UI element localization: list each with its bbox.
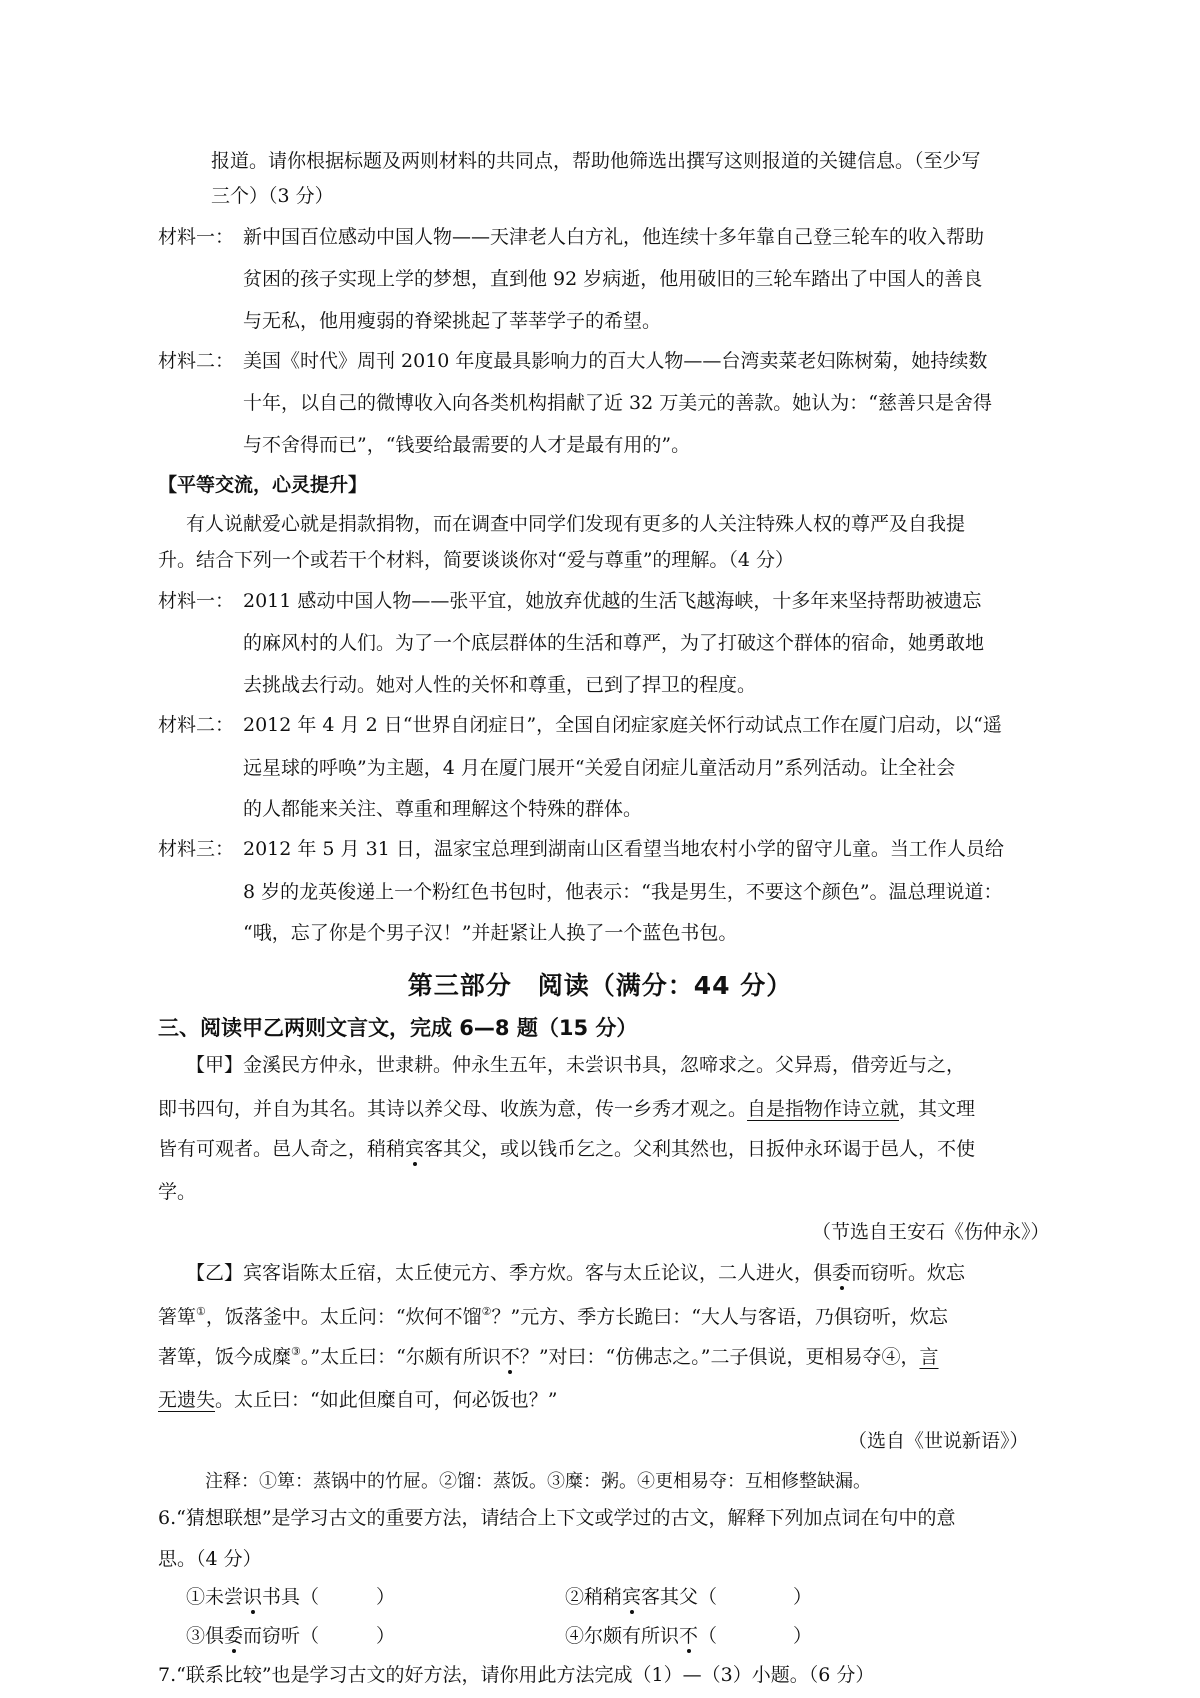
- intro-line-1: 报道。请你根据标题及两则材料的共同点，帮助他筛选出撰写这则报道的关键信息。（至少写: [211, 149, 981, 172]
- material-line: 2012 年 5 月 31 日，温家宝总理到湖南山区看望当地农村小学的留守儿童。当工作人员给: [243, 838, 1004, 861]
- footnote-mark: ①: [196, 1304, 206, 1318]
- section-heading: 三、阅读甲乙两则文言文，完成 6—8 题（15 分）: [158, 1015, 638, 1040]
- material-label: 材料一：: [158, 589, 235, 612]
- dotted-character: 委: [832, 1262, 852, 1285]
- material-label: 材料三：: [158, 838, 235, 861]
- material-label: 材料一：: [158, 225, 235, 248]
- annotation: 注释：①箄：蒸锅中的竹屉。②馏：蒸饭。③糜：粥。④更相易夺：互相修整缺漏。: [205, 1471, 871, 1493]
- intro-line-2: 三个）（3 分）: [211, 185, 334, 208]
- question-6-item: ①未尝识书具（ ）: [186, 1586, 396, 1608]
- dotted-character: 宾: [622, 1586, 642, 1608]
- question-7: 7.“联系比较”也是学习古文的好方法，请你用此方法完成（1）—（3）小题。（6 分）: [158, 1664, 875, 1686]
- text-yi-line-3: 著箄，饭今成糜③。”太丘曰：“尔颇有所识不？”对曰：“仿佛志之。”二子俱说，更相易夺④，言: [158, 1345, 939, 1369]
- underlined-phrase: 言: [919, 1346, 939, 1369]
- material-line: 新中国百位感动中国人物——天津老人白方礼，他连续十多年靠自己登三轮车的收入帮助: [243, 225, 985, 248]
- material-line: 8 岁的龙英俊递上一个粉红色书包时，他表示：“我是男生，不要这个颜色”。温总理说道：: [243, 880, 1003, 903]
- text-jia-line-2: 即书四句，并自为其名。其诗以养父母、收族为意，传一乡秀才观之。自是指物作诗立就，其文理: [158, 1097, 976, 1120]
- footnote-mark: ③: [291, 1345, 301, 1359]
- text-yi-line-4: 无遗失。太丘曰：“如此但糜自可，何必饭也？”: [158, 1389, 558, 1412]
- dotted-character: 宾: [405, 1138, 425, 1160]
- dotted-character: 不: [679, 1624, 699, 1647]
- material-line: 的人都能来关注、尊重和理解这个特殊的群体。: [243, 797, 643, 820]
- text-jia-line-3: 皆有可观者。邑人奇之，稍稍宾客其父，或以钱币乞之。父利其然也，日扳仲永环谒于邑人，不使: [158, 1138, 976, 1160]
- material-line: 2011 感动中国人物——张平宜，她放弃优越的生活飞越海峡，十多年来坚持帮助被遗忘: [243, 589, 982, 612]
- part-title: 第三部分 阅读（满分：44 分）: [407, 971, 793, 1001]
- material-label: 材料二：: [158, 714, 235, 737]
- material-line: 的麻风村的人们。为了一个底层群体的生活和尊严，为了打破这个群体的宿命，她勇敢地: [243, 632, 985, 655]
- material-label: 材料二：: [158, 349, 235, 372]
- underlined-phrase: 自是指物作诗立就: [747, 1097, 900, 1120]
- exchange-prompt-line-2: 升。结合下列一个或若干个材料，简要谈谈你对“爱与尊重”的理解。（4 分）: [158, 549, 795, 572]
- material-line: 贫困的孩子实现上学的梦想，直到他 92 岁病逝，他用破旧的三轮车踏出了中国人的善良: [243, 268, 983, 291]
- text-yi-source: （选自《世说新语》）: [848, 1429, 1029, 1452]
- answer-blank[interactable]: （ ）: [300, 1586, 396, 1608]
- text-yi-line-1: 【乙】宾客诣陈太丘宿，太丘使元方、季方炊。客与太丘论议，二人进火，俱委而窃听。炊忘: [186, 1262, 966, 1285]
- text-jia-line-1: 【甲】金溪民方仲永，世隶耕。仲永生五年，未尝识书具，忽啼求之。父异焉，借旁近与之，: [186, 1054, 966, 1077]
- exchange-prompt-line-1: 有人说献爱心就是捐款捐物，而在调查中同学们发现有更多的人关注特殊人权的尊严及自我提: [186, 512, 966, 535]
- question-6-line-1: 6.“猜想联想”是学习古文的重要方法，请结合上下文或学过的古文，解释下列加点词在句中的意: [158, 1507, 956, 1529]
- material-line: 2012 年 4 月 2 日“世界自闭症日”，全国自闭症家庭关怀行动试点工作在厦门启动，以“遥: [243, 714, 1002, 737]
- exchange-heading: 【平等交流，心灵提升】: [158, 474, 368, 497]
- question-6-item: ②稍稍宾客其父（ ）: [565, 1586, 813, 1608]
- question-6-line-2: 思。（4 分）: [158, 1548, 262, 1571]
- material-line: 去挑战去行动。她对人性的关怀和尊重，已到了捍卫的程度。: [243, 673, 757, 696]
- dotted-character: 委: [224, 1624, 244, 1647]
- material-line: 十年，以自己的微博收入向各类机构捐献了近 32 万美元的善款。她认为：“慈善只是舍得: [243, 392, 992, 415]
- answer-blank[interactable]: （ ）: [698, 1624, 813, 1647]
- text-jia-line-4: 学。: [158, 1181, 197, 1204]
- answer-blank[interactable]: （ ）: [698, 1586, 813, 1608]
- answer-blank[interactable]: （ ）: [300, 1624, 396, 1647]
- footnote-mark: ②: [481, 1304, 492, 1318]
- material-line: 与无私，他用瘦弱的脊梁挑起了莘莘学子的希望。: [243, 309, 662, 332]
- material-line: 远星球的呼唤”为主题，4 月在厦门展开“关爱自闭症儿童活动月”系列活动。让全社会: [243, 756, 956, 779]
- text-jia-source: （节选自王安石《伤仲永》）: [812, 1220, 1050, 1243]
- material-line: 美国《时代》周刊 2010 年度最具影响力的百大人物——台湾卖菜老妇陈树菊，她持续数: [243, 349, 988, 372]
- material-line: “哦，忘了你是个男子汉！”并赶紧让人换了一个蓝色书包。: [243, 922, 738, 945]
- underlined-phrase: 无遗失: [158, 1389, 216, 1412]
- text-yi-line-2: 箸箄①，饭落釜中。太丘问：“炊何不馏②？”元方、季方长跪曰：“大人与客语，乃俱窃听，炊忘: [158, 1304, 948, 1328]
- question-6-item: ③俱委而窃听（ ）: [186, 1624, 396, 1647]
- question-6-item: ④尔颇有所识不（ ）: [565, 1624, 813, 1647]
- material-line: 与不舍得而已”，“钱要给最需要的人才是最有用的”。: [243, 433, 691, 456]
- dotted-character: 识: [243, 1586, 263, 1608]
- dotted-character: 不: [500, 1346, 520, 1369]
